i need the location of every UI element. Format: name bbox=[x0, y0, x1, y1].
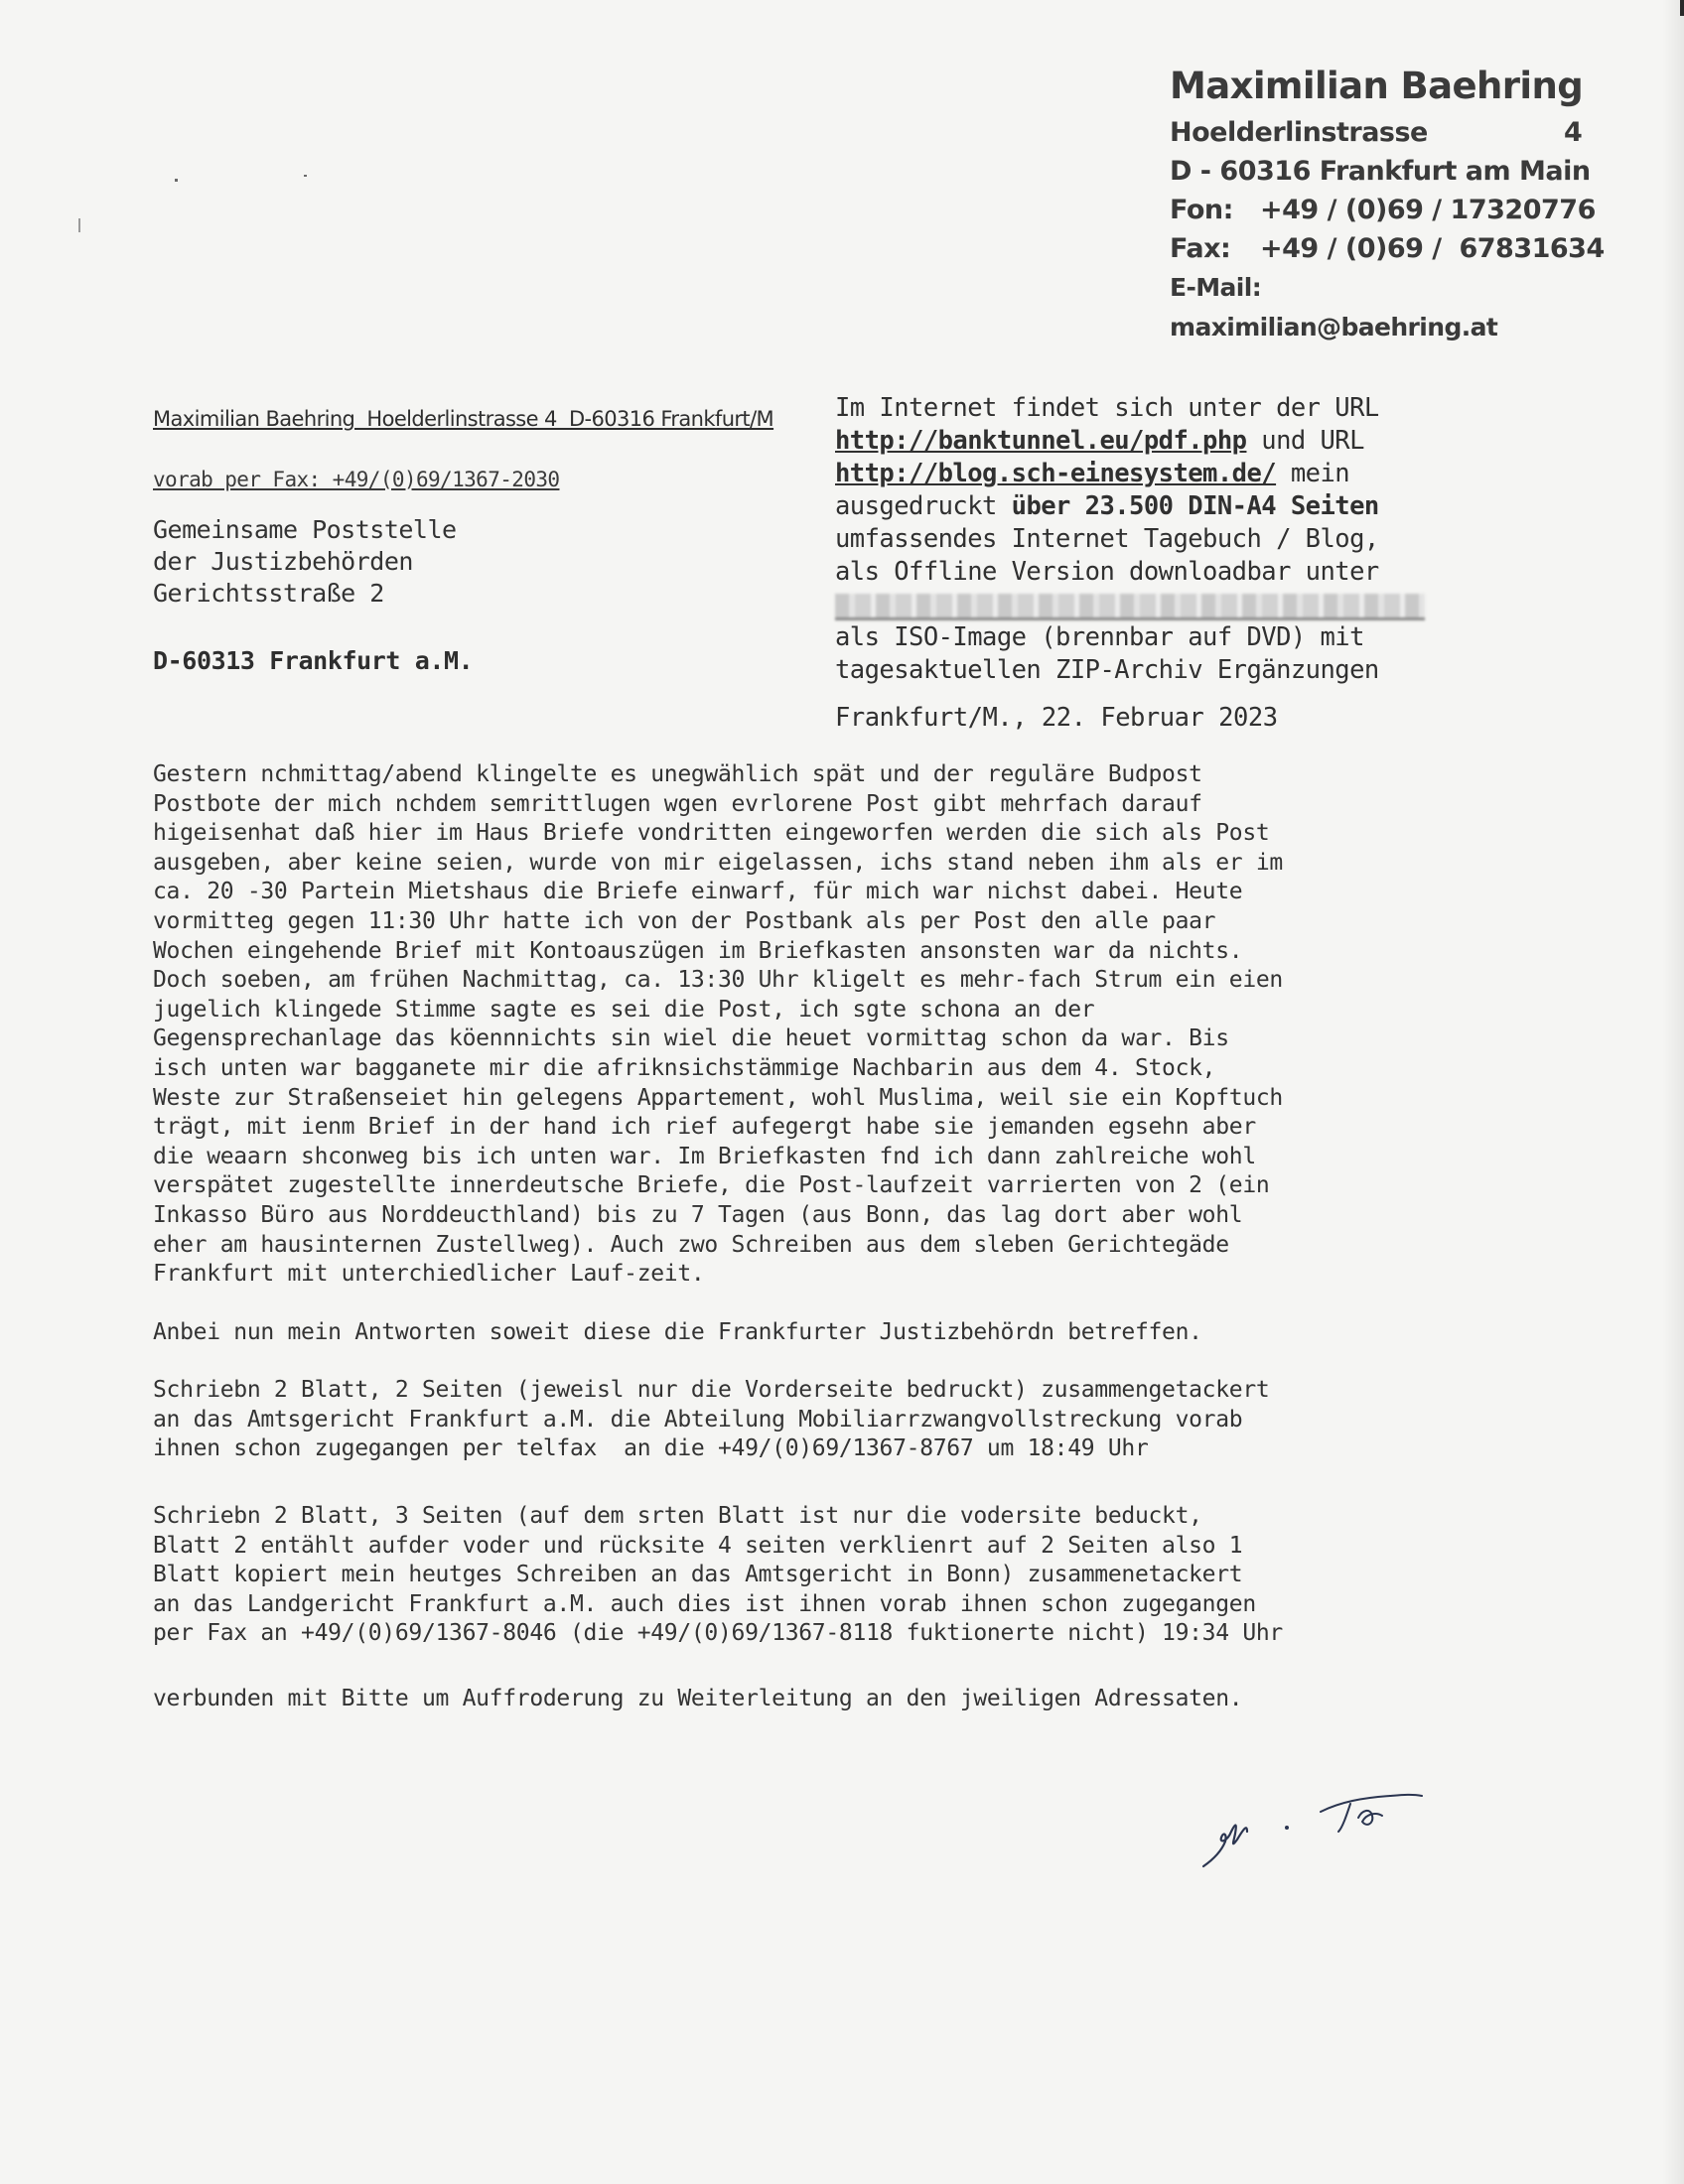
body-line: an das Amtsgericht Frankfurt a.M. die Abteilung Mobiliarrzwangvollstreckung vorab bbox=[153, 1406, 1243, 1433]
letter-body bbox=[153, 760, 1563, 1714]
body-line: eher am hausinternen Zustellweg). Auch zwo Schreiben aus dem sleben Gerichtegäde bbox=[153, 1231, 1229, 1258]
info-line-2 bbox=[835, 425, 1490, 458]
fax-number: +49 / (0)69 / 67831634 bbox=[1260, 233, 1605, 264]
body-line: higeisenhat daß hier im Haus Briefe vondritten eingeworfen werden die sich als Post bbox=[153, 820, 1270, 847]
letterhead-name: Maximilian Baehring bbox=[1170, 65, 1584, 107]
body-line: Doch soeben, am frühen Nachmittag, ca. 13:30 Uhr kligelt es mehr-fach Strum ein eien bbox=[153, 967, 1283, 994]
info-line-3 bbox=[835, 458, 1490, 490]
letterhead-street-name: Hoelderlinstrasse bbox=[1170, 117, 1428, 148]
body-line: Gestern nchmittag/abend klingelte es unegwählich spät und der reguläre Budpost bbox=[153, 761, 1202, 787]
info-line-3-text: mein bbox=[1276, 459, 1350, 488]
vorab-fax-line: vorab per Fax: +49/(0)69/1367-2030 bbox=[153, 468, 560, 491]
recipient-address bbox=[153, 514, 457, 610]
body-line: vormitteg gegen 11:30 Uhr hatte ich von der Postbank als per Post den alle paar bbox=[153, 907, 1216, 934]
redacted-url bbox=[835, 594, 1425, 620]
scan-edge-mark bbox=[1680, 0, 1684, 16]
body-line: Frankfurt mit unterchiedlicher Lauf-zeit. bbox=[153, 1261, 705, 1288]
letterhead-email: E-Mail: maximilian@baehring.at bbox=[1170, 273, 1498, 341]
info-line-5: umfassendes Internet Tagebuch / Blog, bbox=[835, 524, 1379, 554]
info-line-6: als Offline Version downloadbar unter bbox=[835, 557, 1379, 587]
info-line-4-text: ausgedruckt bbox=[835, 491, 1012, 521]
info-line-8: als ISO-Image (brennbar auf DVD) mit bbox=[835, 622, 1364, 652]
scan-speck bbox=[304, 175, 307, 177]
body-line: Postbote der mich nchdem semrittlugen wgen evrlorene Post gibt mehrfach darauf bbox=[153, 790, 1202, 817]
info-line-2-text: und URL bbox=[1246, 426, 1364, 456]
body-paragraph-5 bbox=[153, 1685, 1563, 1714]
letterhead-fax bbox=[1170, 229, 1605, 268]
page-count-highlight: über 23.500 DIN-A4 Seiten bbox=[1011, 491, 1379, 521]
body-line: Wochen eingehende Brief mit Kontoauszügen im Briefkasten ansonsten war da nichts. bbox=[153, 937, 1243, 964]
url-banktunnel-link[interactable]: http://banktunnel.eu/pdf.php bbox=[835, 426, 1247, 456]
body-line: Weste zur Straßenseiet hin gelegens Appartement, wohl Muslima, weil sie ein Kopftuch bbox=[153, 1084, 1283, 1111]
scan-speck bbox=[175, 179, 178, 182]
body-line: Gegensprechanlage das köennnichts sin wiel die heuet vormittag schon da war. Bis bbox=[153, 1025, 1229, 1052]
recipient-city: D-60313 Frankfurt a.M. bbox=[153, 646, 474, 675]
body-paragraph-2 bbox=[153, 1318, 1563, 1348]
letterhead-city: D - 60316 Frankfurt am Main bbox=[1170, 156, 1591, 187]
body-line: Schriebn 2 Blatt, 2 Seiten (jeweisl nur die Vorderseite bedruckt) zusammengetackert bbox=[153, 1377, 1270, 1404]
body-line: die weaarn shconweg bis ich unten war. Im Briefkasten fnd ich dann zahlreiche wohl bbox=[153, 1143, 1256, 1169]
body-line: Inkasso Büro aus Norddeucthland) bis zu 7 Tagen (aus Bonn, das lag dort aber wohl bbox=[153, 1201, 1243, 1228]
body-line: Blatt 2 entählt aufder voder und rücksite 4 seiten verklienrt auf 2 Seiten also 1 bbox=[153, 1532, 1243, 1559]
letterhead-house-number: 4 bbox=[1564, 117, 1583, 148]
fon-number: +49 / (0)69 / 17320776 bbox=[1260, 195, 1596, 225]
letterhead bbox=[1170, 60, 1605, 347]
info-line-9: tagesaktuellen ZIP-Archiv Ergänzungen bbox=[835, 655, 1379, 685]
body-paragraph-4 bbox=[153, 1502, 1563, 1649]
sender-line: Maximilian Baehring Hoelderlinstrasse 4 D-60316 Frankfurt/M bbox=[153, 407, 774, 431]
info-line-1: Im Internet findet sich unter der URL bbox=[835, 393, 1379, 423]
body-paragraph-1 bbox=[153, 760, 1563, 1290]
body-line: ca. 20 -30 Partein Mietshaus die Briefe einwarf, für mich war nichst dabei. Heute bbox=[153, 879, 1243, 905]
recipient-line-2: der Justizbehörden bbox=[153, 547, 413, 576]
body-paragraph-3 bbox=[153, 1376, 1563, 1464]
body-line: jugelich klingede Stimme sagte es sei die Post, ich sgte schona an der bbox=[153, 996, 1095, 1023]
scan-edge-shadow bbox=[1662, 0, 1684, 2184]
url-blog-link[interactable]: http://blog.sch-einesystem.de/ bbox=[835, 459, 1277, 488]
body-line: ihnen schon zugegangen per telfax an die +49/(0)69/1367-8767 um 18:49 Uhr bbox=[153, 1435, 1149, 1462]
body-line: trägt, mit ienm Brief in der hand ich rief aufegergt habe sie jemanden egsehn aber bbox=[153, 1114, 1256, 1141]
body-line: Schriebn 2 Blatt, 3 Seiten (auf dem srten Blatt ist nur die vodersite beduckt, bbox=[153, 1503, 1202, 1530]
letterhead-fon bbox=[1170, 191, 1596, 229]
letter-date: Frankfurt/M., 22. Februar 2023 bbox=[835, 703, 1278, 733]
recipient-line-3: Gerichtsstraße 2 bbox=[153, 579, 384, 608]
info-line-4 bbox=[835, 490, 1490, 523]
fax-label: Fax: bbox=[1170, 233, 1231, 264]
recipient-line-1: Gemeinsame Poststelle bbox=[153, 515, 457, 544]
info-line-7 bbox=[835, 589, 1490, 621]
fon-label: Fon: bbox=[1170, 195, 1233, 225]
body-line: Blatt kopiert mein heutges Schreiben an das Amtsgericht in Bonn) zusammenetackert bbox=[153, 1562, 1243, 1588]
body-line: verspätet zugestellte innerdeutsche Briefe, die Post-laufzeit varrierten von 2 (ein bbox=[153, 1172, 1270, 1199]
letterhead-street bbox=[1170, 113, 1587, 152]
body-line: isch unten war bagganete mir die afriknsichstämmige Nachbarin aus dem 4. Stock, bbox=[153, 1054, 1216, 1081]
body-line: ausgeben, aber keine seien, wurde von mir eigelassen, ichs stand neben ihm als er im bbox=[153, 849, 1283, 876]
body-line: an das Landgericht Frankfurt a.M. auch dies ist ihnen vorab ihnen schon zugegangen bbox=[153, 1590, 1256, 1617]
body-line: Anbei nun mein Antworten soweit diese die Frankfurter Justizbehördn betreffen. bbox=[153, 1318, 1202, 1345]
handwritten-signature bbox=[1192, 1772, 1450, 1881]
internet-info-block bbox=[835, 392, 1490, 687]
body-line: verbunden mit Bitte um Auffroderung zu Weiterleitung an den jweiligen Adressaten. bbox=[153, 1686, 1243, 1712]
scan-speck bbox=[78, 218, 80, 232]
body-line: per Fax an +49/(0)69/1367-8046 (die +49/(0)69/1367-8118 fuktionerte nicht) 19:34 Uhr bbox=[153, 1620, 1283, 1647]
